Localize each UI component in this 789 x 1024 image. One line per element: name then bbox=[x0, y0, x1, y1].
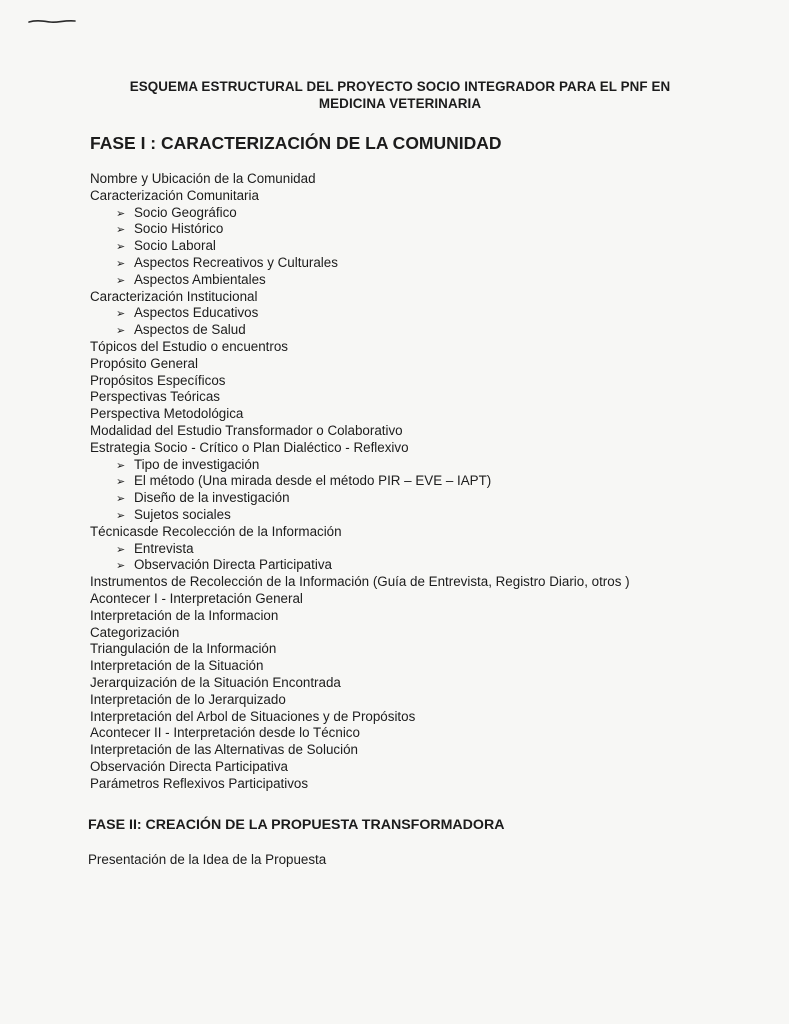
outline-item bbox=[90, 776, 750, 793]
outline-item-text: Observación Directa Participativa bbox=[134, 557, 332, 573]
outline-item bbox=[90, 272, 750, 289]
outline-item-text: Interpretación de lo Jerarquizado bbox=[90, 691, 286, 707]
arrow-bullet-icon: ➢ bbox=[116, 493, 126, 506]
outline-item-text: Tipo de investigación bbox=[134, 456, 260, 472]
outline-item bbox=[90, 541, 750, 558]
outline-item-text: Diseño de la investigación bbox=[134, 490, 290, 506]
outline-item-text: Jerarquización de la Situación Encontrada bbox=[90, 674, 341, 690]
outline-item bbox=[90, 373, 750, 390]
outline-item bbox=[90, 322, 750, 339]
outline-item-text: Perspectivas Teóricas bbox=[90, 389, 220, 405]
arrow-bullet-icon: ➢ bbox=[116, 459, 126, 472]
arrow-bullet-icon: ➢ bbox=[116, 207, 126, 220]
outline-item-text: Aspectos de Salud bbox=[134, 322, 246, 338]
outline-item-text: Aspectos Recreativos y Culturales bbox=[134, 254, 338, 270]
outline-item bbox=[90, 356, 750, 373]
document-title bbox=[70, 78, 730, 112]
arrow-bullet-icon: ➢ bbox=[116, 241, 126, 254]
arrow-bullet-icon: ➢ bbox=[116, 560, 126, 573]
outline-item bbox=[90, 675, 750, 692]
outline-item-text: Acontecer I - Interpretación General bbox=[90, 590, 303, 606]
outline-item-text: Propósitos Específicos bbox=[90, 372, 226, 388]
outline-item-text: Caracterización Comunitaria bbox=[90, 187, 259, 203]
outline-item bbox=[90, 742, 750, 759]
outline-item bbox=[90, 557, 750, 574]
outline-item-text: Observación Directa Participativa bbox=[90, 758, 288, 774]
phase-1-heading: FASE I : CARACTERIZACIÓN DE LA COMUNIDAD bbox=[90, 133, 502, 153]
outline-item-text: Nombre y Ubicación de la Comunidad bbox=[90, 171, 316, 186]
arrow-bullet-icon: ➢ bbox=[116, 325, 126, 338]
outline-item bbox=[90, 524, 750, 541]
outline-item-text: Categorización bbox=[90, 624, 180, 640]
outline-item bbox=[90, 641, 750, 658]
outline-item bbox=[90, 423, 750, 440]
outline-item bbox=[90, 692, 750, 709]
outline-item-text: Socio Laboral bbox=[134, 238, 216, 254]
outline-item-text: Estrategia Socio - Crítico o Plan Dialéctico - Reflexivo bbox=[90, 439, 409, 455]
arrow-bullet-icon: ➢ bbox=[116, 476, 126, 489]
outline-item-text: Caracterización Institucional bbox=[90, 288, 258, 304]
outline-item bbox=[90, 221, 750, 238]
outline-item bbox=[90, 591, 750, 608]
outline-item bbox=[90, 238, 750, 255]
outline-item-text: Parámetros Reflexivos Participativos bbox=[90, 775, 309, 791]
outline-item bbox=[90, 490, 750, 507]
arrow-bullet-icon: ➢ bbox=[116, 224, 126, 237]
outline-item-text: Aspectos Ambientales bbox=[134, 271, 266, 287]
outline-item bbox=[90, 625, 750, 642]
outline-item-text: Instrumentos de Recolección de la Información (Guía de Entrevista, Registro Diario, otros ) bbox=[90, 574, 630, 590]
outline-item bbox=[90, 608, 750, 625]
arrow-bullet-icon: ➢ bbox=[116, 274, 126, 287]
outline-item-text: Triangulación de la Información bbox=[90, 641, 277, 657]
outline-item bbox=[90, 457, 750, 474]
outline-item bbox=[90, 759, 750, 776]
outline-item-text: Modalidad del Estudio Transformador o Colaborativo bbox=[90, 422, 403, 438]
outline-item-text: Tópicos del Estudio o encuentros bbox=[90, 338, 289, 354]
outline-item-text: Aspectos Educativos bbox=[134, 305, 259, 321]
phase-2-item: Presentación de la Idea de la Propuesta bbox=[88, 852, 327, 867]
outline-item-text: Interpretación de la Informacion bbox=[90, 607, 279, 623]
outline-item bbox=[90, 171, 750, 188]
outline-item bbox=[90, 305, 750, 322]
arrow-bullet-icon: ➢ bbox=[116, 257, 126, 270]
outline-item bbox=[90, 406, 750, 423]
outline-item bbox=[90, 289, 750, 306]
outline-item-text: Perspectiva Metodológica bbox=[90, 406, 244, 422]
outline-item-text: Interpretación de la Situación bbox=[90, 658, 264, 674]
title-line-2: MEDICINA VETERINARIA bbox=[318, 96, 482, 111]
phase-1-outline bbox=[90, 171, 750, 792]
arrow-bullet-icon: ➢ bbox=[116, 543, 126, 556]
outline-item-text: Acontecer II - Interpretación desde lo Técnico bbox=[90, 725, 360, 741]
outline-item bbox=[90, 473, 750, 490]
pen-mark-icon bbox=[28, 16, 76, 26]
outline-item bbox=[90, 440, 750, 457]
outline-item bbox=[90, 255, 750, 272]
outline-item-text: Socio Histórico bbox=[134, 221, 224, 237]
outline-item bbox=[90, 507, 750, 524]
outline-item bbox=[90, 658, 750, 675]
outline-item bbox=[90, 389, 750, 406]
outline-item-text: Entrevista bbox=[134, 540, 194, 556]
outline-item bbox=[90, 725, 750, 742]
outline-item bbox=[90, 205, 750, 222]
arrow-bullet-icon: ➢ bbox=[116, 308, 126, 321]
outline-item-text: Sujetos sociales bbox=[134, 506, 231, 522]
outline-item bbox=[90, 574, 750, 591]
arrow-bullet-icon: ➢ bbox=[116, 509, 126, 522]
outline-item bbox=[90, 709, 750, 726]
outline-item-text: Técnicasde Recolección de la Información bbox=[90, 523, 342, 539]
phase-2-heading: FASE II: CREACIÓN DE LA PROPUESTA TRANSFORMADORA bbox=[88, 817, 505, 833]
outline-item-text: Interpretación del Arbol de Situaciones y de Propósitos bbox=[90, 708, 416, 724]
outline-item bbox=[90, 188, 750, 205]
outline-item-text: Socio Geográfico bbox=[134, 204, 237, 220]
outline-item-text: El método (Una mirada desde el método PIR – EVE – IAPT) bbox=[134, 473, 492, 489]
outline-item-text: Interpretación de las Alternativas de Solución bbox=[90, 742, 358, 758]
outline-item bbox=[90, 339, 750, 356]
outline-item-text: Propósito General bbox=[90, 355, 198, 371]
title-line-1: ESQUEMA ESTRUCTURAL DEL PROYECTO SOCIO INTEGRADOR PARA EL PNF EN bbox=[129, 79, 671, 94]
